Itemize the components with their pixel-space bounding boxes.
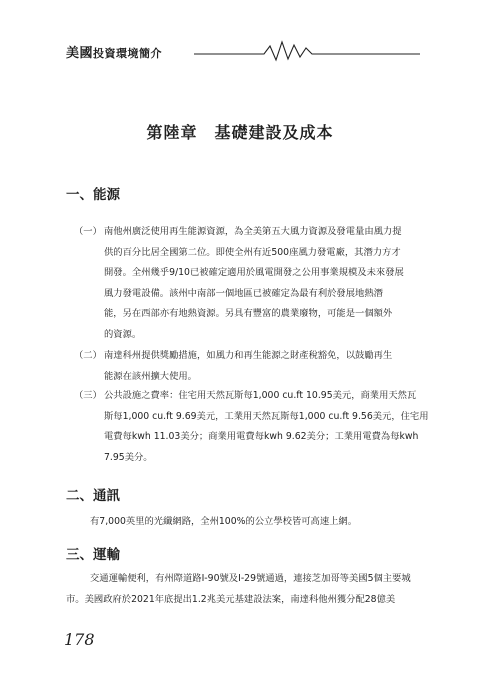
item-text [104,386,429,468]
header-title-big: 美國 [66,46,94,61]
text-line: 電費每kwh 11.03美分；商業用電費每kwh 9.62美分；工業用電費為每kwh [104,431,419,442]
text-line: 有7,000英里的光纖網路，全州100%的公立學校皆可高速上網。 [90,516,358,527]
item-number: （一） [74,226,102,237]
text-line: 交通運輸便利，有州際道路I-90號及I-29號通過，連接芝加哥等美國5個主要城 [90,573,411,584]
text-line: 開發。全州幾乎9/10已被確定適用於風電開發之公用事業規模及未來發展 [104,267,404,278]
text-line: 能，另在西部亦有地熱資源。另具有豐富的農業廢物，可能是一個額外 [104,308,393,319]
header-wave-decoration [194,40,420,62]
page-number: 178 [64,630,95,649]
text-line: 市。美國政府於2021年底提出1.2兆美元基建設法案，南達科他州獲分配28億美 [66,593,396,605]
section-heading-transport: 三、運輸 [66,547,120,563]
item-text [104,346,392,387]
text-line: 南他州廣泛使用再生能源資源，為全美第五大風力資源及發電量由風力提 [104,226,402,237]
text-line: 供的百分比居全國第二位。即使全州有近500座風力發電廠，其潛力方才 [104,246,401,258]
header-title [66,42,162,61]
section-heading-energy: 一、能源 [66,187,120,203]
text-line: 公共設施之費率：住宅用天然瓦斯每1,000 cu.ft 10.95美元，商業用天然瓦 [104,390,417,401]
header-title-rest: 投資環境簡介 [93,47,163,60]
text-line: 能源在該州擴大使用。 [104,370,197,382]
transport-paragraph [66,569,411,610]
text-line: 南達科州提供獎勵措施，如風力和再生能源之財產稅豁免，以鼓勵再生 [104,350,393,361]
text-line: 的資源。 [104,328,142,340]
chapter-title: 第陸章 基礎建設及成本 [146,123,334,142]
item-number: （二） [74,350,102,361]
section-heading-telecom: 二、通訊 [66,488,120,504]
running-header [66,40,420,62]
text-line: 斯每1,000 cu.ft 9.69美元，工業用天然瓦斯每1,000 cu.ft 9.56美元，住宅用 [104,410,429,422]
telecom-paragraph [90,512,357,533]
item-number: （三） [74,390,102,401]
item-text [104,222,404,345]
text-line: 風力發電設備。該州中南部一個地區已被確定為最有利於發展地熱潛 [104,287,383,299]
text-line: 7.95美分。 [104,451,153,463]
